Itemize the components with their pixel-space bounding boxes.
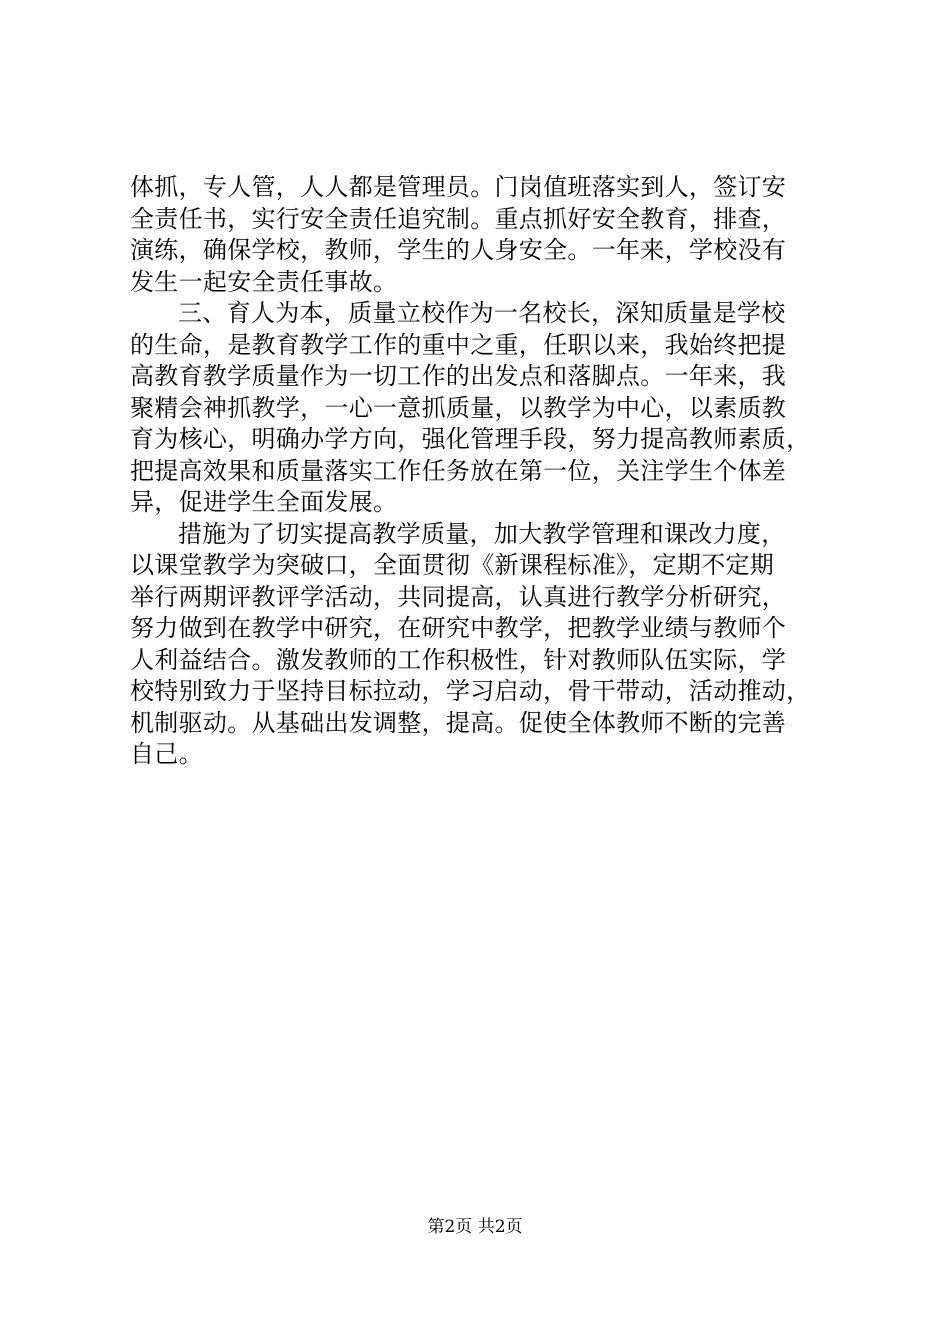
text-line: 异，促进学生全面发展。 [130,488,398,516]
text-line: 校特别致力于坚持目标拉动，学习启动，骨干带动，活动推动， [130,677,811,705]
paragraph-safety [130,172,830,298]
text-line: 以课堂教学为突破口，全面贯彻《新课程标准》，定期不定期 [130,551,775,579]
text-line: 自己。 [130,740,203,768]
text-line: 高教育教学质量作为一切工作的出发点和落脚点。一年来，我 [130,362,787,390]
text-line: 措施为了切实提高教学质量，加大教学管理和课改力度， [178,519,786,548]
paragraph-quality [130,298,830,519]
text-line: 的生命，是教育教学工作的重中之重，任职以来，我始终把提 [130,330,787,359]
text-line: 聚精会神抓教学，一心一意抓质量，以教学为中心，以素质教 [130,393,787,422]
text-line: 机制驱动。从基础出发调整，提高。促使全体教师不断的完善 [130,708,787,737]
page-number-footer: 第2页 共2页 [427,1217,523,1237]
text-line: 演练，确保学校，教师，学生的人身安全。一年来，学校没有 [130,236,787,264]
text-line: 努力做到在教学中研究，在研究中教学，把教学业绩与教师个 [130,614,787,642]
text-line: 育为核心，明确办学方向，强化管理手段，努力提高教师素质， [130,425,811,453]
text-line: 体抓，专人管，人人都是管理员。门岗值班落实到人，签订安 [130,173,787,201]
text-line: 三、育人为本，质量立校作为一名校长，深知质量是学校 [178,299,786,327]
text-line: 人利益结合。激发教师的工作积极性，针对教师队伍实际，学 [130,645,787,674]
document-body [130,172,830,771]
paragraph-measures [130,519,830,771]
text-line: 举行两期评教评学活动，共同提高，认真进行教学分析研究， [130,582,787,611]
text-line: 全责任书，实行安全责任追究制。重点抓好安全教育，排查， [130,204,787,233]
text-line: 发生一起安全责任事故。 [130,267,398,296]
text-line: 把提高效果和质量落实工作任务放在第一位，关注学生个体差 [130,456,787,485]
